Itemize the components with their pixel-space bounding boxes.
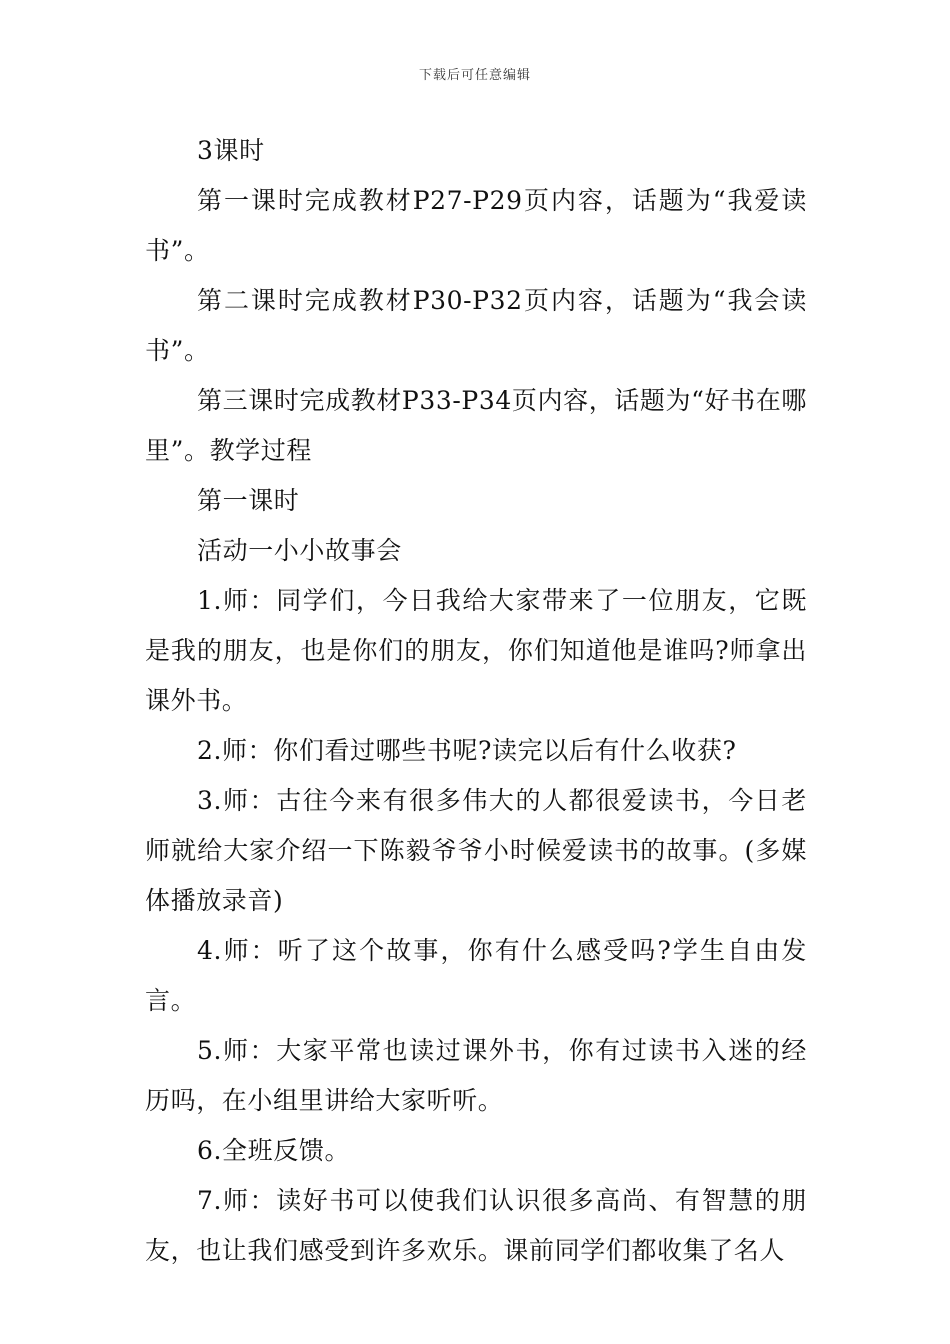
paragraph-lesson-3-plan: 第三课时完成教材P33-P34页内容，话题为“好书在哪里”。教学过程 [145,386,807,465]
paragraph-activity-heading: 活动一小小故事会 [197,536,402,565]
paragraph-step-5: 5.师：大家平常也读过课外书，你有过读书入迷的经历吗，在小组里讲给大家听听。 [145,1036,807,1115]
paragraph-step-6: 6.全班反馈。 [197,1136,351,1165]
paragraph-first-lesson-heading: 第一课时 [197,486,300,515]
paragraph-lesson-2-plan: 第二课时完成教材P30-P32页内容，话题为“我会读书”。 [145,286,807,365]
paragraph-step-2: 2.师：你们看过哪些书呢?读完以后有什么收获? [197,736,737,765]
paragraph-lesson-count: 3课时 [197,136,265,165]
document-body [145,126,807,1276]
page-header-note: 下载后可任意编辑 [418,68,531,83]
paragraph-step-7: 7.师：读好书可以使我们认识很多高尚、有智慧的朋友，也让我们感受到许多欢乐。课前同学们都收集了名人 [145,1186,807,1265]
paragraph-step-4: 4.师：听了这个故事，你有什么感受吗?学生自由发言。 [145,936,807,1015]
paragraph-step-1: 1.师：同学们，今日我给大家带来了一位朋友，它既是我的朋友，也是你们的朋友，你们知道他是谁吗?师拿出课外书。 [145,586,807,715]
paragraph-step-3: 3.师：古往今来有很多伟大的人都很爱读书，今日老师就给大家介绍一下陈毅爷爷小时候爱读书的故事。(多媒体播放录音) [145,786,807,915]
paragraph-lesson-1-plan: 第一课时完成教材P27-P29页内容，话题为“我爱读书”。 [145,186,807,265]
